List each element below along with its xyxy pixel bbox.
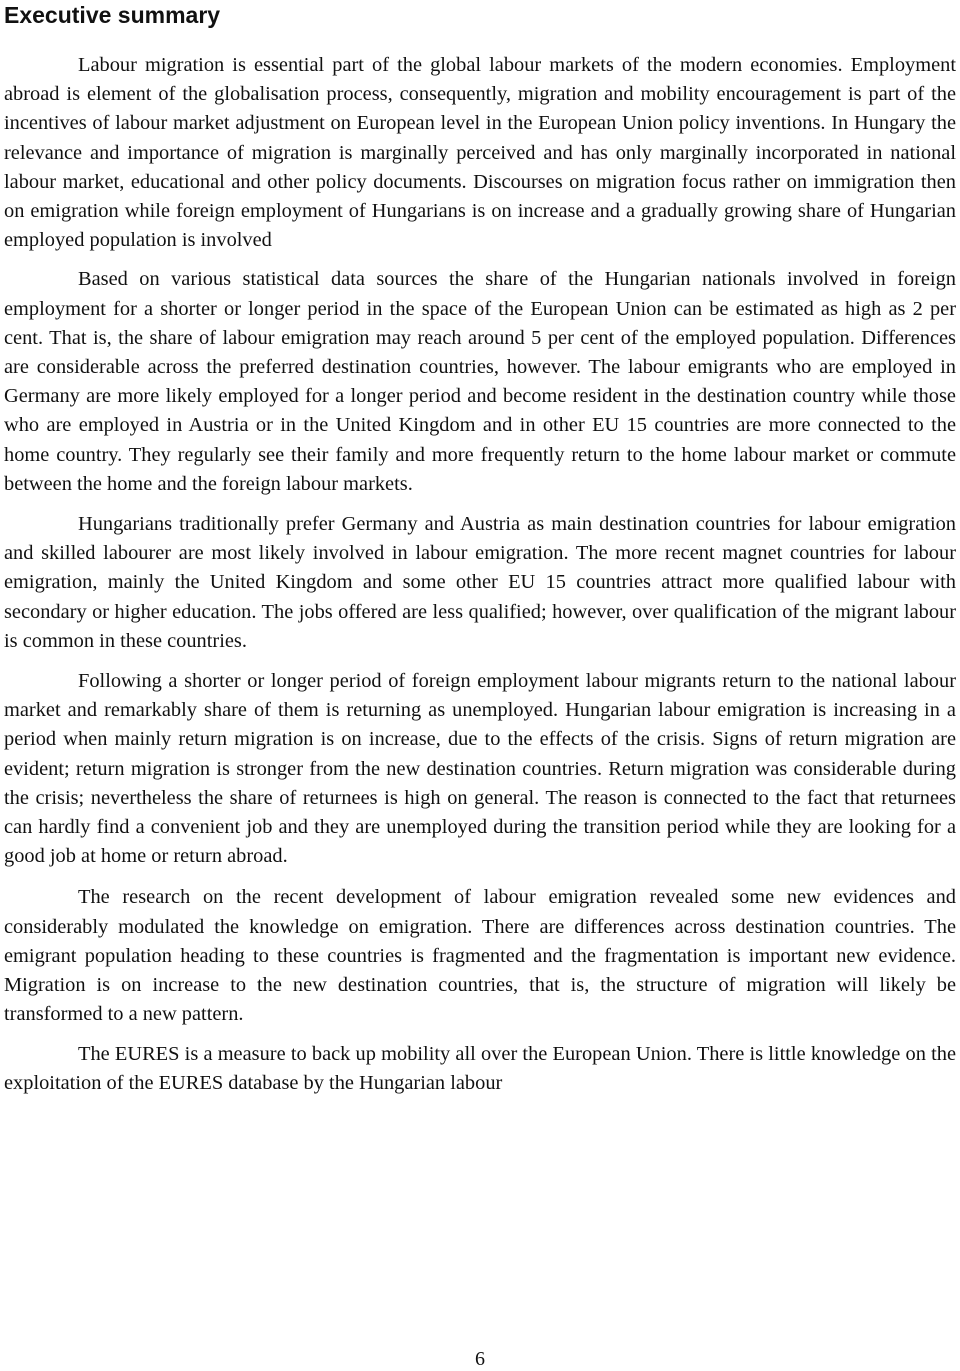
document-page [4,0,956,1371]
paragraph-labour-migration-intro: Labour migration is essential part of the global labour markets of the modern economies. Employment abroad is element of the globalisation process, consequently, migration and mobility encouragement is part of the incentives of labour market adjustment on European level in the European Union policy inventions. In Hungary the relevance and importance of migration is marginally perceived and has only marginally incorporated in national labour market, educational and other policy documents. Discourses on migration focus rather on immigration then on emigration while foreign employment of Hungarians is on increase and a gradually growing share of Hungarian employed population is involved [4,54,956,252]
paragraph-statistical-share: Based on various statistical data sources the share of the Hungarian nationals involved in foreign employment for a shorter or longer period in the space of the European Union can be estimated as high as 2 per cent. That is, the share of labour emigration may reach around 5 per cent of the employed population. Differences are considerable across the preferred destination countries, however. The labour emigrants who are employed in Germany are more likely employed for a longer period and become resident in the destination country while those who are employed in Austria or in the United Kingdom and in other EU 15 countries are more connected to the home country. They regularly see their family and more frequently return to the home labour market or commute between the home and the foreign labour markets. [4,268,956,495]
page-number: 6 [475,1348,485,1370]
paragraph-destination-countries: Hungarians traditionally prefer Germany and Austria as main destination countries for labour emigration and skilled labourer are most likely involved in labour emigration. The more recent magnet countries for labour emigration, mainly the United Kingdom and some other EU 15 countries attract more qualified labour with secondary or higher education. The jobs offered are less qualified; however, over qualification of the migrant labour is common in these countries. [4,513,956,652]
paragraph-research-findings: The research on the recent development of labour emigration revealed some new evidences and considerably modulated the knowledge on emigration. There are differences across destination countries. The emigrant population heading to these countries is fragmented and the fragmentation is important new evidence. Migration is on increase to the new destination countries, that is, the structure of migration will likely be transformed to a new pattern. [4,886,956,1026]
paragraph-eures: The EURES is a measure to back up mobility all over the European Union. There is little knowledge on the exploitation of the EURES database by the Hungarian labour [4,1042,956,1094]
paragraph-return-migration: Following a shorter or longer period of foreign employment labour migrants return to the national labour market and remarkably share of them is returning as unemployed. Hungarian labour emigration is increasing in a period when mainly return migration is on increase, due to the effects of the crisis. Signs of return migration are evident; return migration is stronger from the new destination countries. Return migration was considerable during the crisis; nevertheless the share of returnees is high on general. The reason is connected to the fact that returnees can hardly find a convenient job and they are unemployed during the transition period while they are looking for a good job at home or return abroad. [4,670,956,868]
section-heading: Executive summary [4,2,221,28]
